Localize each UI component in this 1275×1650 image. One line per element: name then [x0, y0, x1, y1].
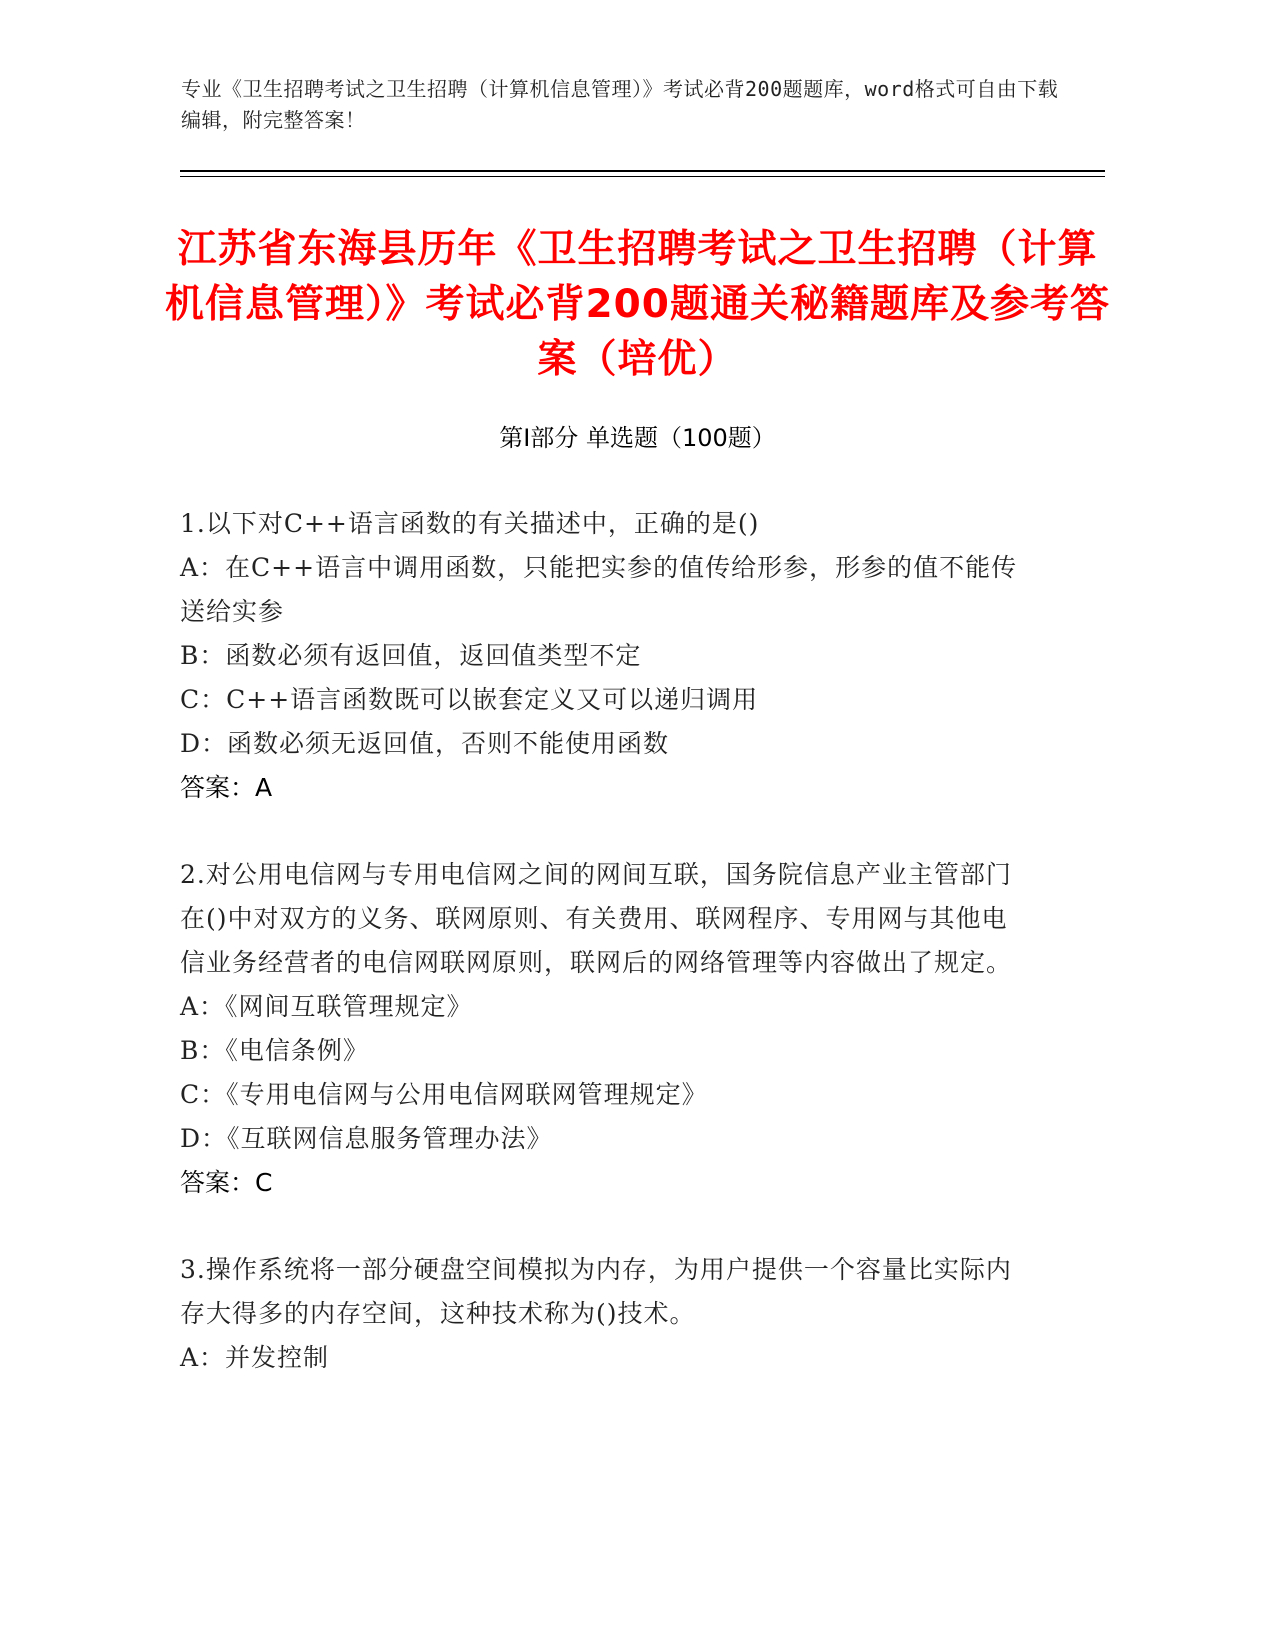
option-d: D：函数必须无返回值，否则不能使用函数	[180, 729, 670, 758]
question-3	[180, 1248, 1030, 1380]
answer: 答案：A	[180, 773, 273, 802]
question-list	[180, 502, 1030, 1380]
option-a: A：《网间互联管理规定》	[180, 992, 473, 1021]
section-title: 第Ⅰ部分 单选题（100题）	[499, 424, 776, 452]
header-note: 专业《卫生招聘考试之卫生招聘（计算机信息管理）》考试必背200题题库，word格式可自由下载编辑，附完整答案！	[181, 77, 1059, 132]
answer: 答案：C	[180, 1168, 273, 1197]
option-b: B：函数必须有返回值，返回值类型不定	[180, 641, 642, 670]
option-d: D：《互联网信息服务管理办法》	[180, 1124, 553, 1153]
question-stem: 3.操作系统将一部分硬盘空间模拟为内存，为用户提供一个容量比实际内存大得多的内存空间，这种技术称为()技术。	[180, 1255, 1012, 1328]
header-divider-thin	[180, 176, 1105, 177]
question-stem: 1.以下对C++语言函数的有关描述中，正确的是()	[180, 509, 760, 538]
question-2	[180, 853, 1030, 1205]
question-stem: 2.对公用电信网与专用电信网之间的网间互联，国务院信息产业主管部门在()中对双方的义务、联网原则、有关费用、联网程序、专用网与其他电信业务经营者的电信网联网原则，联网后的网络管理等内容做出了规定。	[180, 860, 1013, 977]
header-divider	[180, 170, 1105, 172]
question-1	[180, 502, 1030, 810]
option-b: B：《电信条例》	[180, 1036, 369, 1065]
option-a: A：在C++语言中调用函数，只能把实参的值传给形参，形参的值不能传送给实参	[180, 553, 1018, 626]
option-c: C：C++语言函数既可以嵌套定义又可以递归调用	[180, 685, 759, 714]
document-title: 江苏省东海县历年《卫生招聘考试之卫生招聘（计算机信息管理）》考试必背200题通关秘籍题库及参考答案（培优）	[165, 227, 1110, 382]
option-c: C：《专用电信网与公用电信网联网管理规定》	[180, 1080, 708, 1109]
option-a: A：并发控制	[180, 1343, 330, 1372]
